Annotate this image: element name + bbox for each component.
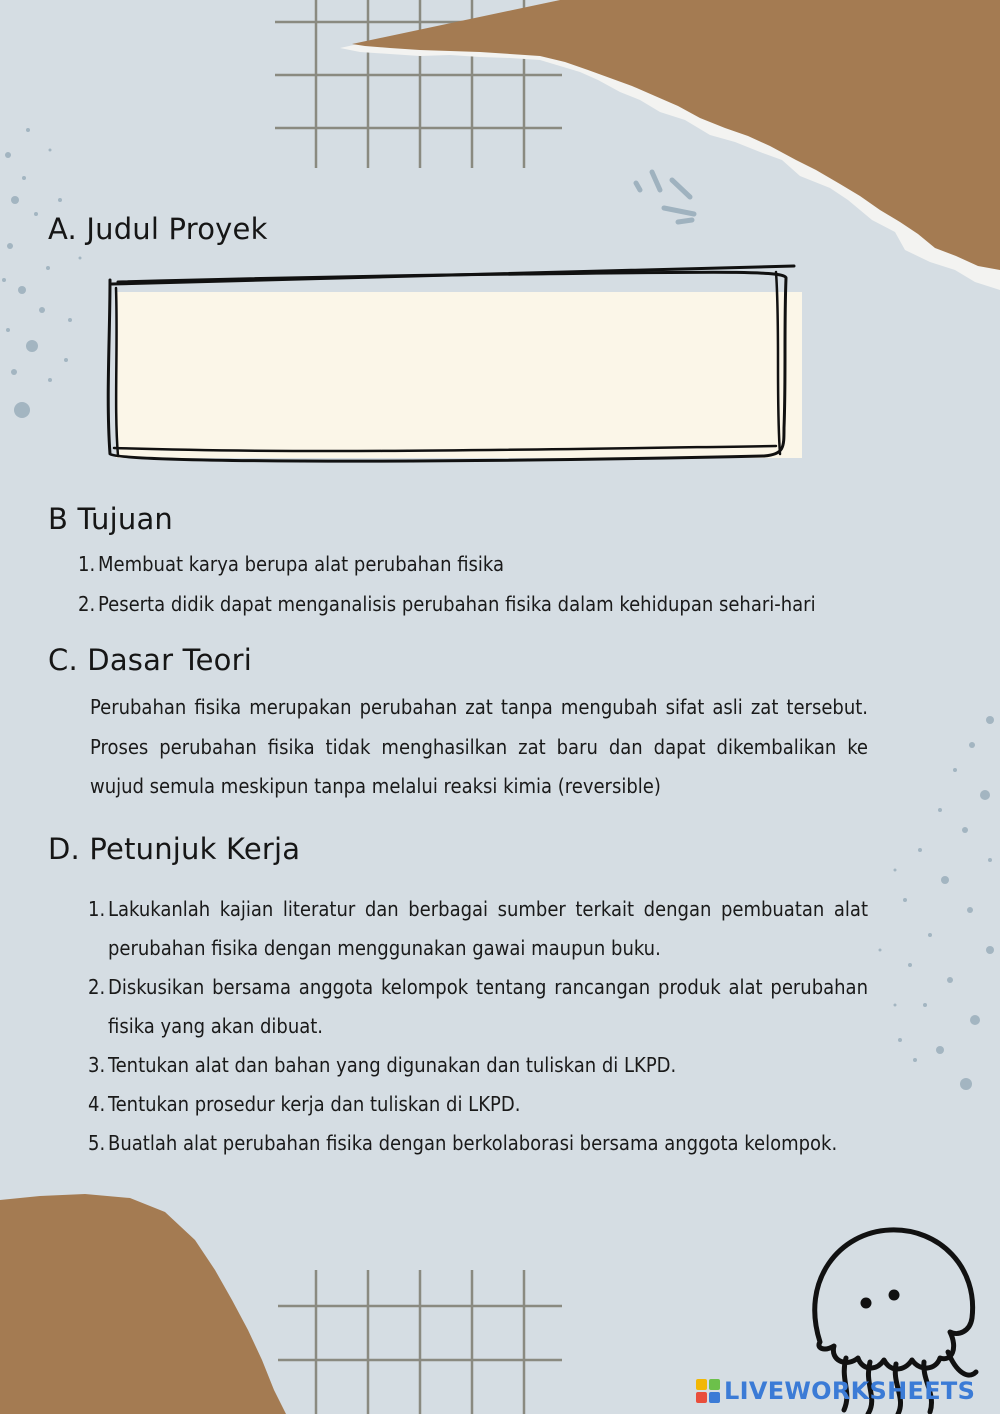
list-number: 2. xyxy=(88,975,106,999)
heading-judul-proyek: A. Judul Proyek xyxy=(48,212,268,246)
heading-dasar-teori: C. Dasar Teori xyxy=(48,643,252,677)
speckles-right xyxy=(879,716,995,1090)
judul-proyek-input[interactable] xyxy=(124,302,788,444)
speckles-left xyxy=(2,128,82,418)
dasar-teori-paragraph: Perubahan fisika merupakan perubahan zat tanpa mengubah sifat asli zat tersebut. Proses perubahan fisika tidak menghasilkan zat baru dan dapat dikembalikan ke wujud semula meskipun tanpa melalui reaksi kimia (reversible) xyxy=(90,695,868,798)
list-text: Tentukan prosedur kerja dan tuliskan di LKPD. xyxy=(108,1092,521,1116)
list-number: 2. xyxy=(78,592,96,616)
list-item xyxy=(88,1124,868,1163)
list-number: 1. xyxy=(78,552,96,576)
list-item xyxy=(88,1085,868,1124)
petunjuk-kerja-list xyxy=(88,890,868,1163)
list-text: Diskusikan bersama anggota kelompok tentang rancangan produk alat perubahan fisika yang akan dibuat. xyxy=(108,975,868,1038)
brand-name: LIVEWORKSHEETS xyxy=(724,1377,976,1405)
list-item xyxy=(88,968,868,1046)
torn-paper-bottom-left xyxy=(0,1194,286,1414)
list-text: Lakukanlah kajian literatur dan berbagai sumber terkait dengan pembuatan alat perubahan fisika dengan menggunakan gawai maupun buku. xyxy=(108,897,868,960)
splash-marks xyxy=(636,172,694,222)
jellyfish-eyes xyxy=(861,1290,900,1309)
heading-tujuan: B Tujuan xyxy=(48,502,173,536)
tujuan-list xyxy=(78,548,878,628)
bottom-grid-decoration xyxy=(278,1270,562,1414)
list-item xyxy=(88,890,868,968)
list-item xyxy=(78,588,878,628)
list-text: Membuat karya berupa alat perubahan fisika xyxy=(98,552,505,576)
list-number: 1. xyxy=(88,897,106,921)
list-number: 4. xyxy=(88,1092,106,1116)
liveworksheets-logo-icon xyxy=(696,1379,720,1403)
list-number: 5. xyxy=(88,1131,106,1155)
list-item xyxy=(88,1046,868,1085)
list-text: Peserta didik dapat menganalisis perubahan fisika dalam kehidupan sehari-hari xyxy=(98,592,816,616)
liveworksheets-brand[interactable] xyxy=(696,1377,975,1405)
list-item xyxy=(78,548,878,588)
list-number: 3. xyxy=(88,1053,106,1077)
list-text: Buatlah alat perubahan fisika dengan berkolaborasi bersama anggota kelompok. xyxy=(108,1131,838,1155)
heading-petunjuk-kerja: D. Petunjuk Kerja xyxy=(48,832,301,866)
judul-answer-box[interactable] xyxy=(104,258,804,466)
list-text: Tentukan alat dan bahan yang digunakan dan tuliskan di LKPD. xyxy=(108,1053,677,1077)
